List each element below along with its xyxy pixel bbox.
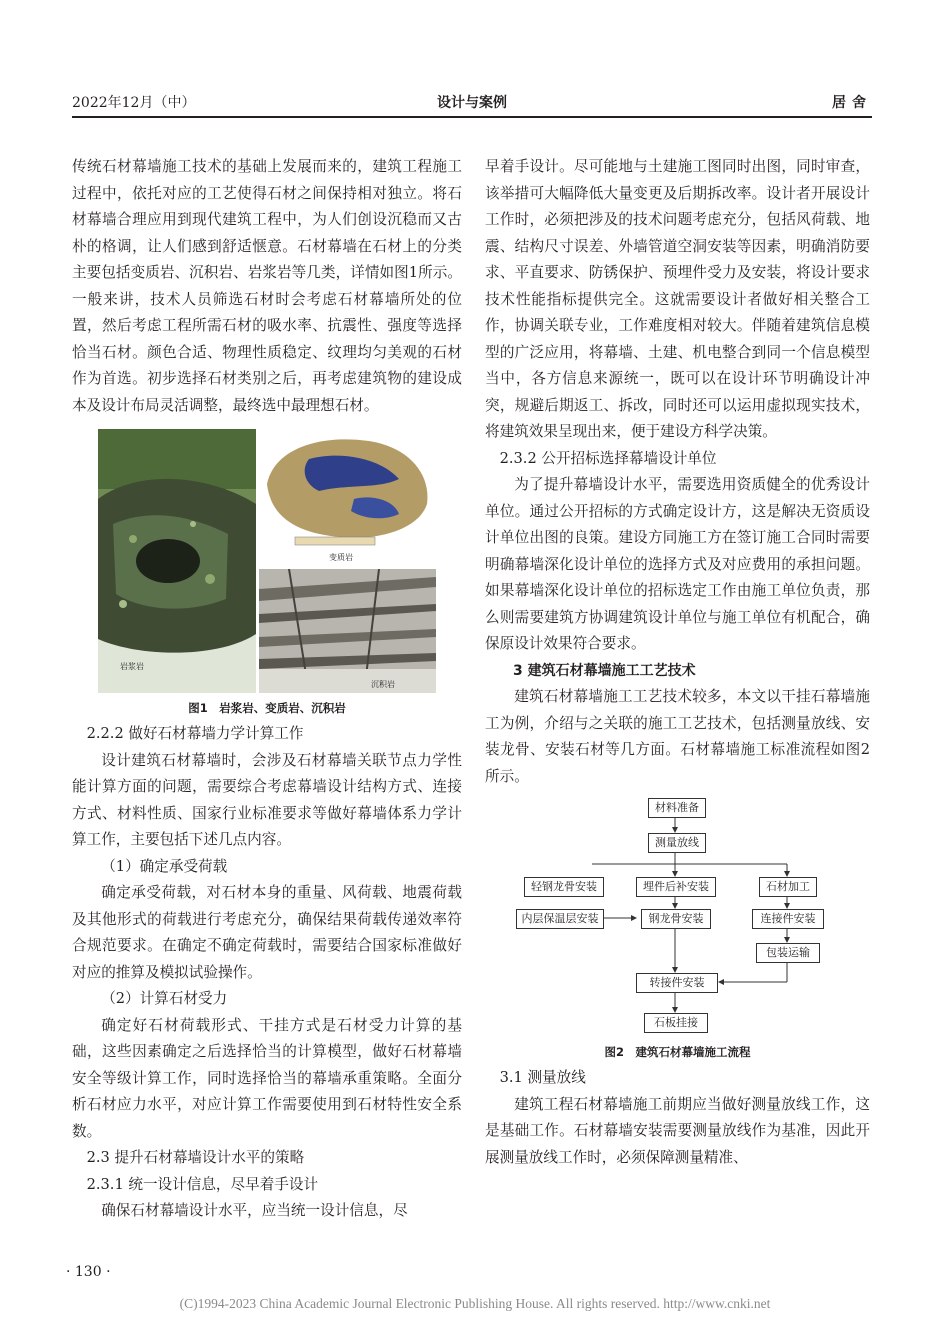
list-item: （1）确定承受荷载 bbox=[101, 857, 228, 875]
flow-node-packaging: 包装运输 bbox=[756, 943, 820, 963]
paragraph: 为了提升幕墙设计水平，需要选用资质健全的优秀设计单位。通过公开招标的方式确定设计方，这是解决无资质设计单位出图的良策。建设方同施工方在签订施工合同时需要明确幕墙深化设计单位的选择方式及对应费用的承担问题。如果幕墙深化设计单位的招标选定工作由施工单位负责，那么则需要建筑方协调建筑设计单位与施工单位有机配合，确保原设计效果符合要求。 bbox=[485, 476, 870, 652]
flow-node-steel-keel: 钢龙骨安装 bbox=[641, 909, 711, 929]
heading-2-3-2: 2.3.2 公开招标选择幕墙设计单位 bbox=[499, 449, 717, 467]
metamorphic-rock-photo bbox=[259, 429, 436, 566]
right-column bbox=[485, 154, 870, 1171]
copyright-line: (C)1994-2023 China Academic Journal Electronic Publishing House. All rights reserved. http://www.cnki.net bbox=[179, 1296, 771, 1311]
header-rule bbox=[72, 116, 872, 118]
left-column bbox=[72, 154, 462, 1225]
label-igneous: 岩浆岩 bbox=[120, 662, 144, 671]
flow-node-survey: 测量放线 bbox=[648, 833, 706, 853]
flow-node-insulation: 内层保温层安装 bbox=[516, 909, 604, 929]
page-number: · 130 · bbox=[66, 1264, 111, 1280]
heading-3-1: 3.1 测量放线 bbox=[499, 1069, 586, 1086]
paragraph: 确定承受荷载，对石材本身的重量、风荷载、地震荷载及其他形式的荷载进行考虑充分，确保结果荷载传递效率符合规范要求。在确定不确定荷载时，需要结合国家标准做好对应的推算及模拟试验操作。 bbox=[72, 884, 462, 981]
section-title: 设计与案例 bbox=[437, 95, 507, 111]
paragraph: 早着手设计。尽可能地与土建施工图同时出图，同时审查，该举措可大幅降低大量变更及后期拆改率。设计者开展设计工作时，必须把涉及的技术问题考虑充分，包括风荷载、地震、结构尺寸误差、外墙管道空洞安装等因素，明确消防要求、平直要求、防锈保护、预埋件受力及安装，将设计要求技术性能指标提供完全。这就需要设计者做好相关整合工作，协调关联专业，工作难度相对较大。伴随着建筑信息模型的广泛应用，将幕墙、土建、机电整合到同一个信息模型当中，各方信息来源统一，既可以在设计环节明确设计冲突，规避后期返工、拆改，同时还可以运用虚拟现实技术，将建筑效果呈现出来，便于建设方科学决策。 bbox=[485, 158, 870, 440]
paragraph: 建筑石材幕墙施工工艺技术较多，本文以干挂石幕墙施工为例，介绍与之关联的施工工艺技术，包括测量放线、安装龙骨、安装石材等几方面。石材幕墙施工标准流程如图2所示。 bbox=[485, 688, 870, 785]
flow-node-embed: 埋件后补安装 bbox=[636, 877, 716, 897]
flow-node-stone-processing: 石材加工 bbox=[759, 877, 817, 897]
paragraph: 建筑工程石材幕墙施工前期应当做好测量放线工作，这是基础工作。石材幕墙安装需要测量放线作为基准，因此开展测量放线工作时，必须保障测量精准、 bbox=[485, 1095, 870, 1166]
figure-1 bbox=[98, 429, 436, 693]
journal-name: 居舍 bbox=[832, 95, 872, 111]
paragraph: 传统石材幕墙施工技术的基础上发展而来的，建筑工程施工过程中，依托对应的工艺使得石材之间保持相对独立。将石材幕墙合理应用到现代建筑工程中，为人们创设沉稳而又古朴的格调，让人们感到舒适惬意。石材幕墙在石材上的分类主要包括变质岩、沉积岩、岩浆岩等几类，详情如图1所示。一般来讲，技术人员筛选石材时会考虑石材幕墙所处的位置，然后考虑工程所需石材的吸水率、抗震性、强度等选择恰当石材。颜色合适、物理性质稳定、纹理均匀美观的石材作为首选。初步选择石材类别之后，再考虑建筑物的建设成本及设计布局灵活调整，最终选中最理想石材。 bbox=[72, 158, 462, 414]
flow-node-connector: 连接件安装 bbox=[752, 909, 824, 929]
figure-1-caption: 图1 岩浆岩、变质岩、沉积岩 bbox=[188, 701, 346, 715]
flow-node-light-keel: 轻钢龙骨安装 bbox=[524, 877, 604, 897]
label-metamorphic: 变质岩 bbox=[329, 553, 353, 562]
figure-2-caption: 图2 建筑石材幕墙施工流程 bbox=[604, 1045, 751, 1059]
label-sedimentary: 沉积岩 bbox=[371, 680, 395, 689]
igneous-rock-photo bbox=[98, 429, 256, 693]
heading-3: 3 建筑石材幕墙施工工艺技术 bbox=[513, 662, 696, 679]
flow-node-adapter: 转接件安装 bbox=[636, 973, 718, 993]
paragraph: 确保石材幕墙设计水平，应当统一设计信息，尽 bbox=[101, 1202, 408, 1219]
flow-node-material-prep: 材料准备 bbox=[648, 798, 706, 818]
heading-2-3: 2.3 提升石材幕墙设计水平的策略 bbox=[86, 1149, 305, 1166]
heading-2-3-1: 2.3.1 统一设计信息，尽早着手设计 bbox=[86, 1175, 319, 1193]
paragraph: 设计建筑石材幕墙时，会涉及石材幕墙关联节点力学性能计算方面的问题，需要综合考虑幕墙设计结构方式、连接方式、材料性质、国家行业标准要求等做好幕墙体系力学计算工作，主要包括下述几点内容。 bbox=[72, 751, 462, 848]
running-header bbox=[72, 92, 872, 114]
sedimentary-rock-photo bbox=[259, 569, 436, 693]
issue-date: 2022年12月（中） bbox=[72, 95, 196, 111]
list-item: （2）计算石材受力 bbox=[101, 990, 228, 1007]
figure-2-flowchart bbox=[521, 796, 842, 1041]
heading-2-2-2: 2.2.2 做好石材幕墙力学计算工作 bbox=[86, 725, 304, 742]
flow-node-hanging: 石板挂接 bbox=[644, 1013, 708, 1033]
paragraph: 确定好石材荷载形式、干挂方式是石材受力计算的基础，这些因素确定之后选择恰当的计算模型，做好石材幕墙安全等级计算工作，同时选择恰当的幕墙承重策略。全面分析石材应力水平，对应计算工作需要使用到石材特性安全系数。 bbox=[72, 1016, 462, 1140]
